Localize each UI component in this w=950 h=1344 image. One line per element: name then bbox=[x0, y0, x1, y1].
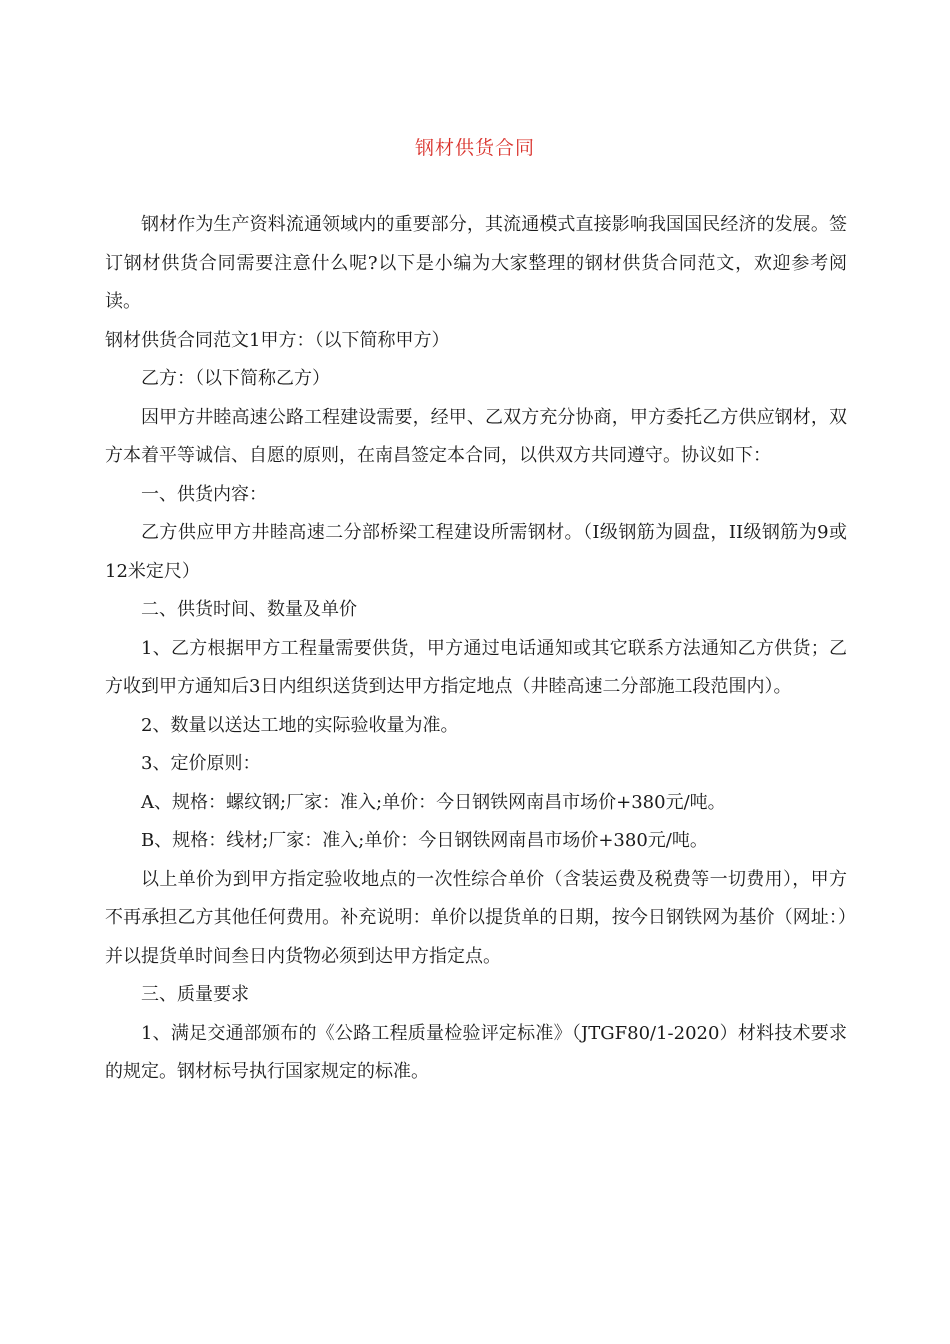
paragraph-supply-content: 乙方供应甲方井睦高速二分部桥梁工程建设所需钢材。（I级钢筋为圆盘，II级钢筋为9或12米定尺） bbox=[105, 522, 847, 582]
pricing-note: 以上单价为到甲方指定验收地点的一次性综合单价（含装运费及税费等一切费用），甲方不再承担乙方其他任何费用。补充说明：单价以提货单的日期，按今日钢铁网为基价（网址：）并以提货单时间叁日内货物必须到达甲方指定点。 bbox=[105, 868, 847, 967]
clause-3-1: 1、满足交通部颁布的《公路工程质量检验评定标准》（JTGF80/1-2020）材料技术要求的规定。钢材标号执行国家规定的标准。 bbox=[105, 1022, 847, 1082]
paragraph-preamble: 因甲方井睦高速公路工程建设需要，经甲、乙双方充分协商，甲方委托乙方供应钢材，双方本着平等诚信、自愿的原则，在南昌签定本合同，以供双方共同遵守。协议如下： bbox=[105, 406, 847, 466]
document-title: 钢材供货合同 bbox=[414, 137, 535, 159]
clause-2-2: 2、数量以送达工地的实际验收量为准。 bbox=[141, 714, 459, 736]
paragraph-party-b: 乙方：（以下简称乙方） bbox=[141, 368, 330, 389]
clause-2-1: 1、乙方根据甲方工程量需要供货，甲方通过电话通知或其它联系方法通知乙方供货；乙方收到甲方通知后3日内组织送货到达甲方指定地点（井睦高速二分部施工段范围内）。 bbox=[105, 637, 847, 697]
clause-2-3: 3、定价原则： bbox=[141, 753, 261, 774]
pricing-item-a: A、规格：螺纹钢;厂家：准入;单价：今日钢铁网南昌市场价+380元/吨。 bbox=[141, 791, 726, 813]
section-heading-1: 一、供货内容： bbox=[141, 483, 267, 505]
pricing-item-b: B、规格：线材;厂家：准入;单价：今日钢铁网南昌市场价+380元/吨。 bbox=[141, 830, 708, 851]
section-heading-2: 二、供货时间、数量及单价 bbox=[141, 599, 357, 620]
paragraph-party-a: 钢材供货合同范文1甲方：（以下简称甲方） bbox=[105, 329, 450, 351]
section-heading-3: 三、质量要求 bbox=[141, 984, 249, 1005]
document-body bbox=[105, 206, 847, 1092]
paragraph-intro: 钢材作为生产资料流通领域内的重要部分，其流通模式直接影响我国国民经济的发展。签订钢材供货合同需要注意什么呢?以下是小编为大家整理的钢材供货合同范文，欢迎参考阅读。 bbox=[105, 214, 847, 312]
